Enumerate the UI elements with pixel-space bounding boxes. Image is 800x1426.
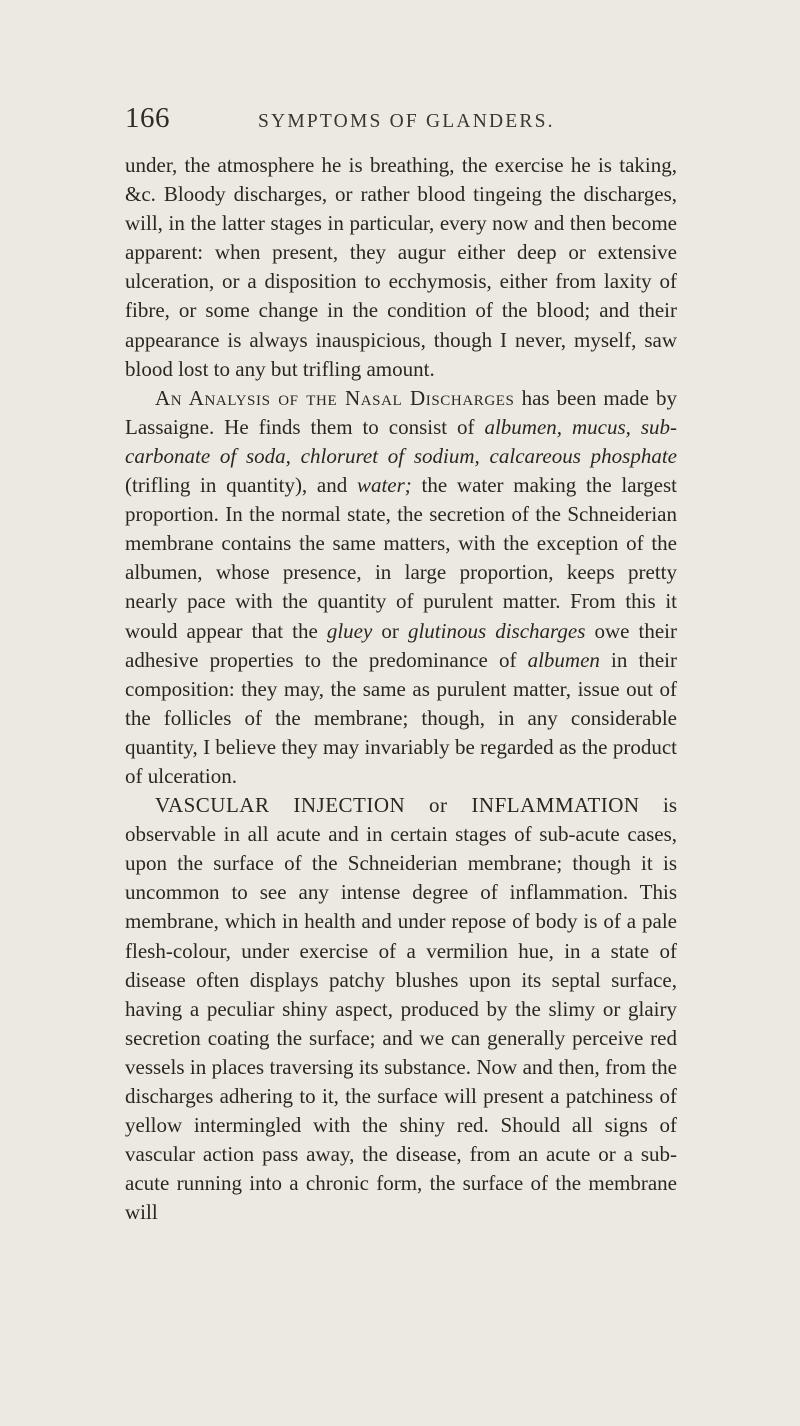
italic-term: water;: [356, 473, 412, 498]
italic-term: albumen, mucus, sub-carbonate of soda, chloruret of sodium, calcareous phosphate: [125, 414, 677, 468]
paragraph-bloody-discharges: [125, 151, 677, 384]
section-heading-analysis: An Analysis of the Nasal Discharges: [155, 385, 515, 410]
paragraph-text: is observable in all acute and in certain stages of sub-acute cases, upon the surface of the Schneiderian membrane; though it is uncommon to see any intense degree of inflammation. This membrane, which in health and under repose of body is of a pale flesh-colour, under exercise of a vermilion hue, in a state of disease often displays patchy blushes upon its septal surface, having a peculiar shiny aspect, produced by the slimy or glairy secretion coating the surface; and we can generally perceive red vessels in places traversing its substance. Now and then, from the discharges adhering to it, the surface will present a patchiness of yellow intermingled with the shiny red. Should all signs of vascular action pass away, the disease, from an acute or a sub-acute running into a chronic form, the surface of the membrane will: [125, 793, 677, 1225]
italic-term: gluey: [326, 618, 373, 643]
paragraph-nasal-analysis: [125, 384, 677, 791]
italic-term: glutinous discharges: [407, 618, 586, 643]
paragraph-text: owe their adhesive properties to the predominance of: [125, 618, 677, 672]
running-head: SYMPTOMS OF GLANDERS.: [258, 111, 555, 132]
paragraph-text: (trifling in quantity), and: [125, 473, 357, 498]
italic-term: albumen: [527, 647, 600, 672]
paragraph-text: has been made by Lassaigne. He finds them to consist of: [125, 385, 677, 439]
page-header: [0, 102, 800, 142]
section-heading-vascular: VASCULAR INJECTION or INFLAMMATION: [155, 793, 640, 818]
paragraph-text: in their composition: they may, the same as purulent matter, issue out of the follicles of the membrane; though, in any considerable quantity, I believe they may invariably be regarded as the product of ulceration.: [125, 647, 677, 788]
paragraph-text: under, the atmosphere he is breathing, the exercise he is taking, &c. Bloody discharges, or rather blood tingeing the discharges, will, in the latter stages in particular, every now and then become apparent: when present, they augur either deep or extensive ulceration, or a disposition to ecchymosis, either from laxity of fibre, or some change in the condition of the blood; and their appearance is always inauspicious, though I never, myself, saw blood lost to any but trifling amount.: [125, 153, 677, 381]
paragraph-vascular-injection: [125, 791, 677, 1227]
paragraph-text: the water making the largest proportion. In the normal state, the secretion of the Schneiderian membrane contains the same matters, with the exception of the albumen, whose presence, in large proportion, keeps pretty nearly pace with the quantity of purulent matter. From this it would appear that the: [125, 473, 677, 643]
page-number: 166: [125, 102, 170, 134]
paragraph-text: or: [372, 618, 408, 643]
body-text: [125, 151, 677, 1227]
